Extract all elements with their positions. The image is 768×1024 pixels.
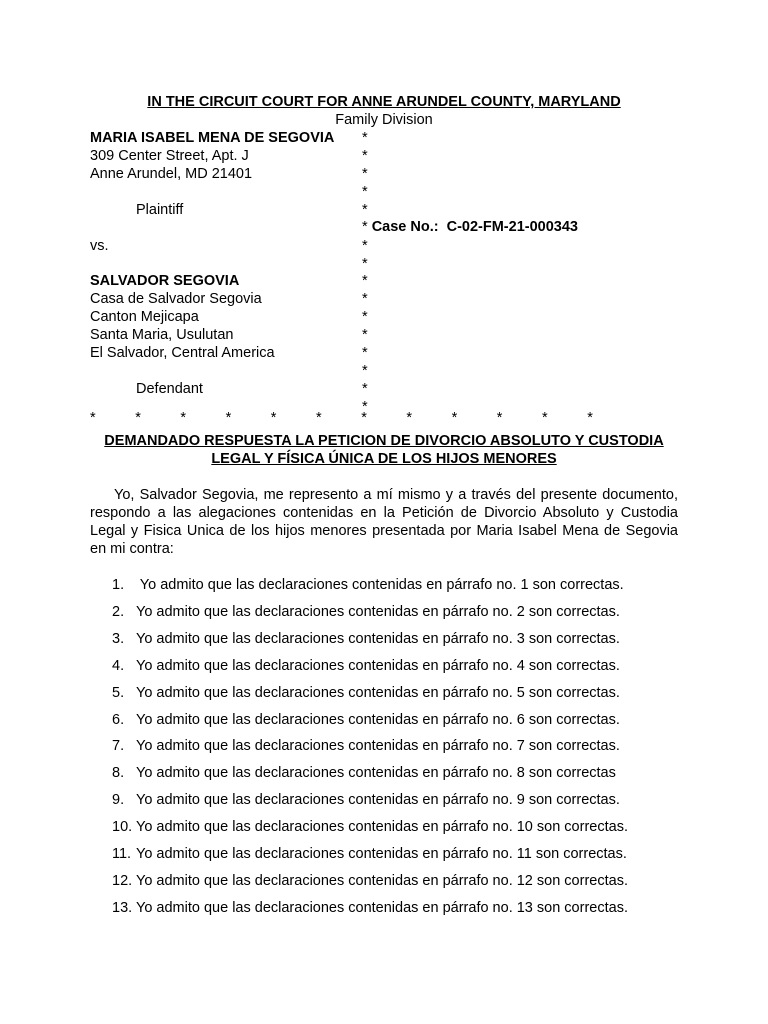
case-number-label: Case No.:: [371, 219, 439, 235]
list-item: [90, 872, 628, 890]
intro-paragraph: Yo, Salvador Segovia, me represento a mí mismo y a través del presente documento, respondo a las alegaciones contenidas en la Petición de Divorcio Absoluto y Custodia Legal y Fisica Unica de los hijos menores presentada por Maria Isabel Mena de Segovia en mi contra:: [90, 487, 678, 557]
list-item: [90, 576, 624, 594]
document-title-line-1: DEMANDADO RESPUESTA LA PETICION DE DIVORCIO ABSOLUTO Y CUSTODIA: [104, 433, 664, 449]
list-item-text: Yo admito que las declaraciones contenidas en párrafo no. 7 son correctas.: [136, 738, 620, 754]
list-item-number: 11.: [112, 846, 132, 862]
list-item-text: Yo admito que las declaraciones contenidas en párrafo no. 8 son correctas: [136, 765, 616, 781]
list-item-text: Yo admito que las declaraciones contenidas en párrafo no. 2 son correctas.: [136, 604, 620, 620]
separator-star: *: [406, 410, 413, 426]
list-item: [90, 845, 627, 863]
list-item-number: 13.: [112, 900, 133, 916]
caption-star: *: [362, 202, 368, 218]
list-item: [90, 791, 620, 809]
list-item-text: Yo admito que las declaraciones contenidas en párrafo no. 5 son correctas.: [136, 685, 620, 701]
division-label: Family Division: [335, 112, 433, 128]
caption-star: *: [362, 148, 368, 164]
caption-star: *: [362, 399, 368, 415]
list-item-number: 2.: [112, 604, 125, 620]
list-item: [90, 603, 620, 621]
case-star: *: [362, 219, 368, 235]
separator-star: *: [270, 410, 277, 426]
case-number-value: C-02-FM-21-000343: [446, 219, 578, 235]
separator-star: *: [496, 410, 503, 426]
list-item-text: Yo admito que las declaraciones contenidas en párrafo no. 10 son correctas.: [136, 819, 628, 835]
caption-star: *: [362, 345, 368, 361]
list-item: [90, 684, 620, 702]
list-item-text: Yo admito que las declaraciones contenidas en párrafo no. 1 son correctas.: [136, 577, 624, 593]
separator-star: *: [316, 410, 322, 426]
document-title-line-2: LEGAL Y FÍSICA ÚNICA DE LOS HIJOS MENORES: [211, 451, 557, 467]
list-item-text: Yo admito que las declaraciones contenidas en párrafo no. 12 son correctas.: [136, 873, 628, 889]
list-item-number: 7.: [112, 738, 125, 754]
caption-star: *: [362, 256, 368, 272]
list-item-text: Yo admito que las declaraciones contenidas en párrafo no. 4 son correctas.: [136, 658, 620, 674]
caption-star: *: [362, 309, 368, 325]
list-item-number: 1.: [112, 577, 125, 593]
separator-star: *: [90, 410, 96, 426]
defendant-address-line-4: El Salvador, Central America: [90, 345, 275, 361]
defendant-address-line-1: Casa de Salvador Segovia: [90, 291, 262, 307]
defendant-role: Defendant: [136, 381, 203, 397]
list-item-number: 10.: [112, 819, 133, 835]
list-item-number: 8.: [112, 765, 125, 781]
defendant-name: SALVADOR SEGOVIA: [90, 273, 240, 289]
defendant-address-line-2: Canton Mejicapa: [90, 309, 199, 325]
caption-star: *: [362, 291, 368, 307]
list-item: [90, 737, 620, 755]
list-item-text: Yo admito que las declaraciones contenidas en párrafo no. 11 son correctas.: [136, 846, 627, 862]
plaintiff-name: MARIA ISABEL MENA DE SEGOVIA: [90, 130, 335, 146]
versus-label: vs.: [90, 238, 109, 254]
plaintiff-role: Plaintiff: [136, 202, 184, 218]
plaintiff-address-line-1: 309 Center Street, Apt. J: [90, 148, 249, 164]
caption-star: *: [362, 381, 368, 397]
caption-star: *: [362, 166, 368, 182]
list-item-number: 6.: [112, 712, 125, 728]
separator-star: *: [587, 410, 593, 426]
defendant-address-line-3: Santa Maria, Usulutan: [90, 327, 234, 343]
list-item-number: 9.: [112, 792, 125, 808]
plaintiff-address-line-2: Anne Arundel, MD 21401: [90, 166, 253, 182]
list-item: [90, 711, 620, 729]
list-item: [90, 657, 620, 675]
list-item-number: 12.: [112, 873, 133, 889]
separator-star: *: [225, 410, 232, 426]
list-item-text: Yo admito que las declaraciones contenidas en párrafo no. 6 son correctas.: [136, 712, 620, 728]
separator-star: *: [180, 410, 187, 426]
list-item: [90, 630, 620, 648]
case-number: [362, 218, 578, 236]
separator-star: *: [135, 410, 141, 426]
caption-star: *: [362, 130, 368, 146]
caption-star: *: [362, 238, 368, 254]
caption-star: *: [362, 184, 368, 200]
separator-star: *: [451, 410, 458, 426]
list-item-text: Yo admito que las declaraciones contenidas en párrafo no. 3 son correctas.: [136, 631, 620, 647]
list-item-number: 4.: [112, 658, 125, 674]
list-item: [90, 764, 616, 782]
separator-star: *: [542, 410, 548, 426]
list-item: [90, 899, 628, 917]
list-item-number: 5.: [112, 685, 125, 701]
list-item-number: 3.: [112, 631, 125, 647]
separator-star: *: [361, 410, 367, 426]
caption-star: *: [362, 363, 368, 379]
caption-star: *: [362, 273, 368, 289]
court-title: IN THE CIRCUIT COURT FOR ANNE ARUNDEL COUNTY, MARYLAND: [147, 94, 621, 110]
list-item: [90, 818, 628, 836]
list-item-text: Yo admito que las declaraciones contenidas en párrafo no. 13 son correctas.: [136, 900, 628, 916]
list-item-text: Yo admito que las declaraciones contenidas en párrafo no. 9 son correctas.: [136, 792, 620, 808]
caption-star: *: [362, 327, 368, 343]
